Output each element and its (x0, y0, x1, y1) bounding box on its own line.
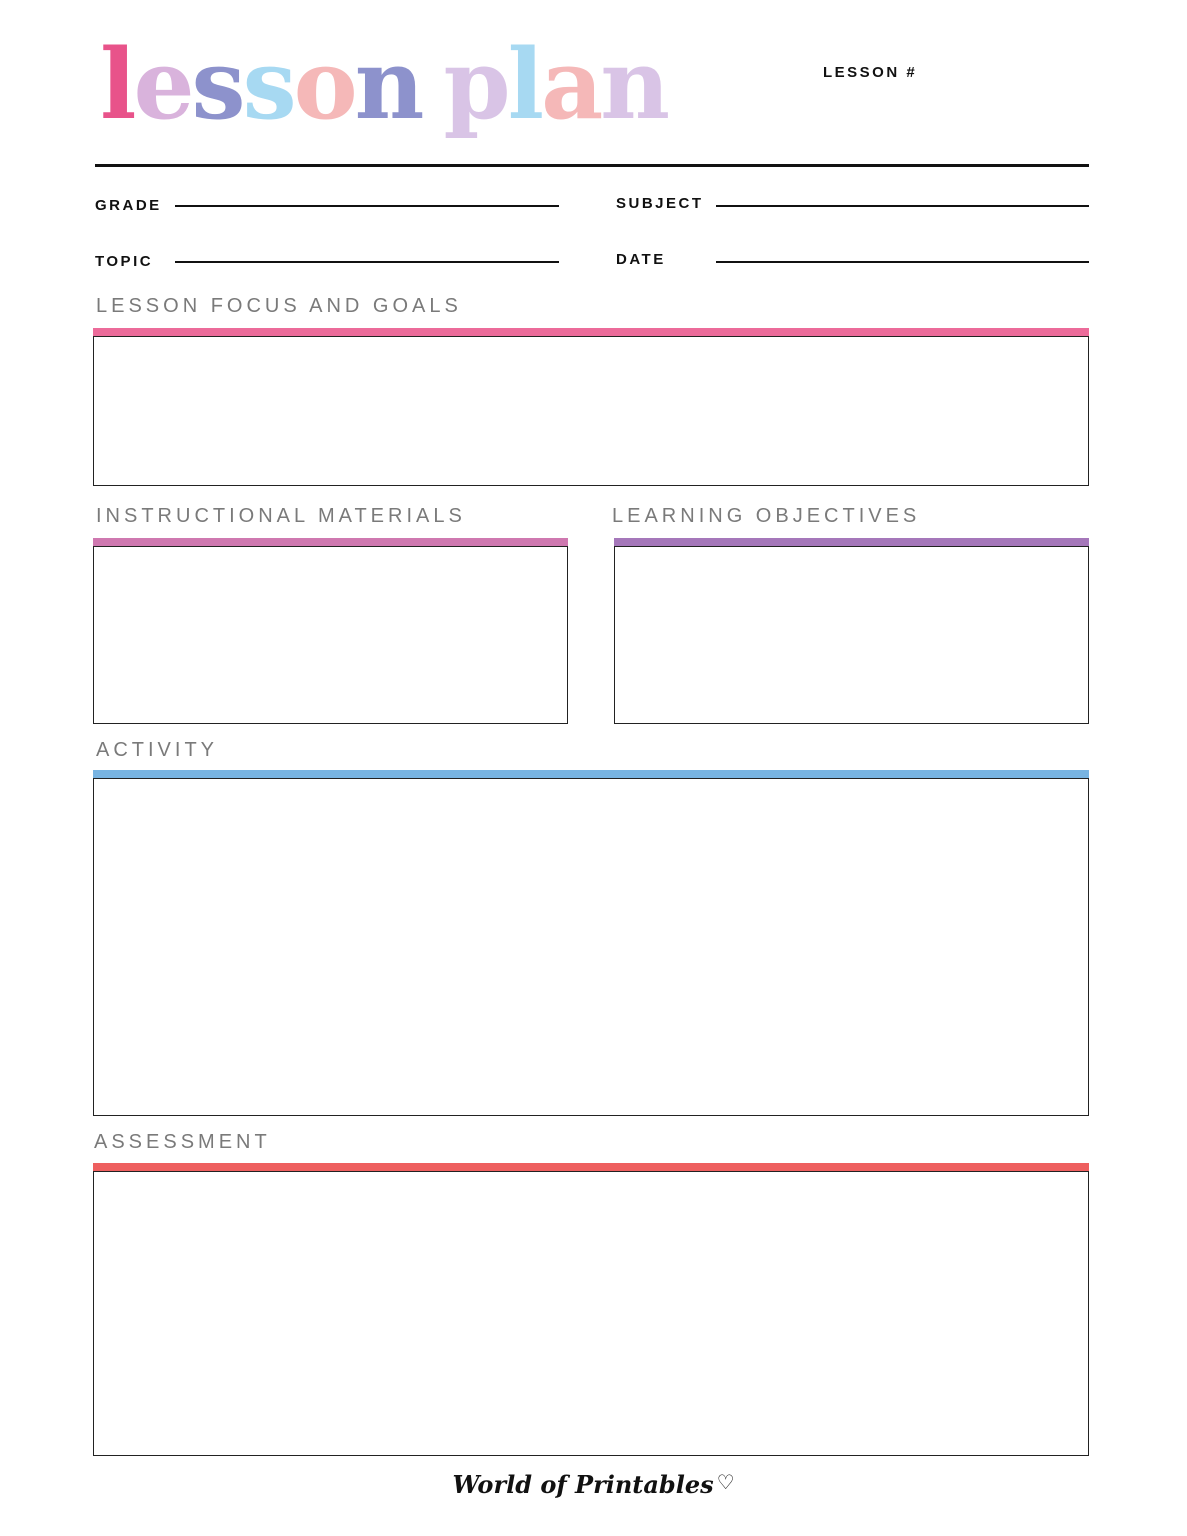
date-field[interactable] (716, 261, 1089, 263)
title-letter: l (100, 28, 134, 141)
subject-label: SUBJECT (616, 195, 704, 212)
title-letter: s (242, 28, 294, 141)
title-letter: n (600, 28, 668, 141)
heart-icon: ♡ (716, 1470, 735, 1494)
grade-label: GRADE (95, 197, 162, 214)
objectives-box[interactable] (614, 546, 1089, 724)
topic-label: TOPIC (95, 253, 154, 270)
grade-field[interactable] (175, 205, 559, 207)
page-title (100, 30, 667, 140)
title-letter: l (507, 28, 542, 141)
lesson-number-label: LESSON # (823, 64, 918, 81)
focus-goals-heading: LESSON FOCUS AND GOALS (96, 295, 462, 317)
title-letter (421, 30, 443, 140)
topic-field[interactable] (175, 261, 559, 263)
activity-heading: ACTIVITY (96, 739, 219, 761)
footer-brand (0, 1470, 1187, 1499)
title-letter: a (541, 28, 601, 141)
title-letter: n (354, 28, 422, 141)
date-label: DATE (616, 251, 666, 268)
assessment-box[interactable] (93, 1171, 1089, 1456)
title-letter: p (443, 28, 508, 141)
objectives-heading: LEARNING OBJECTIVES (612, 505, 921, 527)
assessment-heading: ASSESSMENT (94, 1131, 271, 1153)
activity-box[interactable] (93, 778, 1089, 1116)
materials-box[interactable] (93, 546, 568, 724)
header-divider (95, 164, 1089, 167)
focus-goals-box[interactable] (93, 336, 1089, 486)
title-letter: s (191, 28, 243, 141)
title-letter: e (133, 28, 192, 141)
footer-brand-text: World of Printables (452, 1470, 714, 1499)
subject-field[interactable] (716, 205, 1089, 207)
materials-heading: INSTRUCTIONAL MATERIALS (96, 505, 466, 527)
title-letter: o (293, 28, 355, 141)
